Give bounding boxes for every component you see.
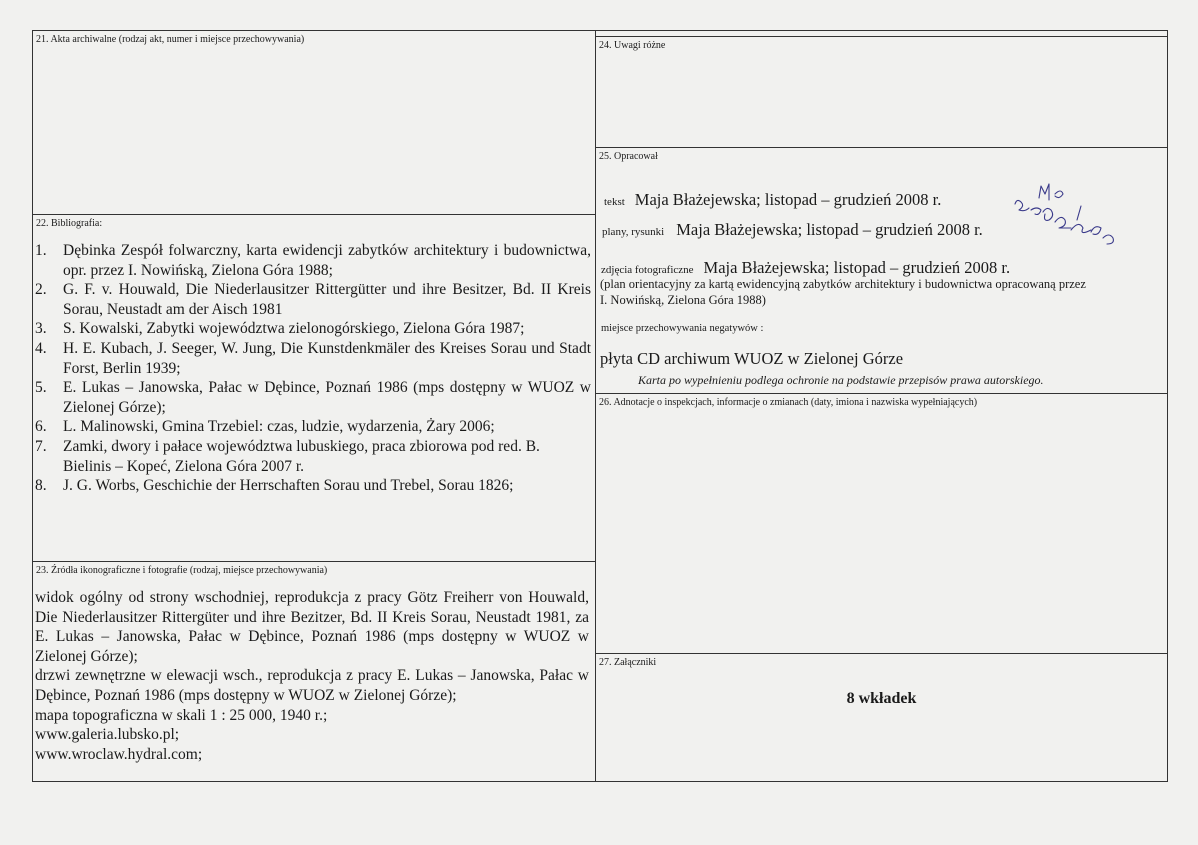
- section-23-header: 23. Źródła ikonograficzne i fotografie (rodzaj, miejsce przechowywania): [36, 565, 328, 576]
- bibliography-item: 5. E. Lukas – Janowska, Pałac w Dębince, Poznań 1986 (mps dostępny w WUOZ w Zielonej Górze);: [35, 379, 591, 416]
- photos-author-label: zdjęcia fotograficzne: [601, 264, 694, 276]
- bibliography-item: 6. L. Malinowski, Gmina Trzebiel: czas, ludzie, wydarzenia, Żary 2006;: [35, 418, 495, 436]
- source-line: www.wroclaw.hydral.com;: [35, 745, 203, 763]
- bibliography-list: [35, 241, 591, 496]
- section-26-header: 26. Adnotacje o inspekcjach, informacje o zmianach (daty, imiona i nazwiska wypełniających): [599, 397, 978, 408]
- section-24-remarks: [595, 36, 1168, 148]
- section-21-header: 21. Akta archiwalne (rodzaj akt, numer i miejsce przechowywania): [36, 34, 305, 45]
- section-24-header: 24. Uwagi różne: [599, 40, 666, 51]
- text-author-value: Maja Błażejewska; listopad – grudzień 2008 r.: [634, 190, 942, 209]
- section-23-iconographic-sources: [32, 561, 596, 782]
- drawings-author-label: plany, rysunki: [602, 226, 665, 238]
- source-paragraph: drzwi zewnętrzne w elewacji wsch., reprodukcja z pracy E. Lukas – Janowska, Pałac w Dębince, Poznań 1986 (mps dostępny w WUOZ w Zielonej Górze);: [35, 667, 589, 704]
- section-27-header: 27. Załączniki: [599, 657, 657, 668]
- bibliography-item: 7. Zamki, dwory i pałace województwa lubuskiego, praca zbiorowa pod red. B. Bielinis – Kopeć, Zielona Góra 2007 r.: [35, 437, 540, 475]
- text-author-label: tekst: [604, 196, 625, 208]
- section-25-header: 25. Opracował: [599, 151, 658, 162]
- bibliography-item: 8. J. G. Worbs, Geschichie der Herrschaften Sorau und Trebel, Sorau 1826;: [35, 477, 514, 495]
- source-line: www.galeria.lubsko.pl;: [35, 726, 180, 744]
- section-27-attachments: [595, 653, 1168, 782]
- text-author-row: [604, 190, 941, 210]
- source-line: mapa topograficzna w skali 1 : 25 000, 1940 r.;: [35, 706, 328, 724]
- photos-author-row: [601, 258, 1010, 278]
- handwritten-signature: [1005, 180, 1125, 270]
- bibliography-item: 2. G. F. v. Houwald, Die Niederlausitzer Rittergütter und ihre Besitzer, Bd. II Kreis Sorau, Neustadt am der Aisch 1981: [35, 281, 591, 318]
- section-26-inspection-notes: [595, 393, 1168, 654]
- bibliography-item: 1. Dębinka Zespół folwarczny, karta ewidencji zabytków architektury i budownictwa, opr. przez I. Nowińską, Zielona Góra 1988;: [35, 242, 591, 279]
- attachments-count: 8 wkładek: [846, 690, 917, 707]
- section-22-bibliography: [32, 214, 596, 562]
- iconographic-sources-text: [35, 588, 589, 764]
- negatives-storage-value: płyta CD archiwum WUOZ w Zielonej Górze: [600, 349, 904, 368]
- section-21-archival-records: [32, 30, 596, 215]
- photos-author-value: Maja Błażejewska; listopad – grudzień 2008 r.: [703, 258, 1011, 277]
- copyright-note: Karta po wypełnieniu podlega ochronie na podstawie przepisów prawa autorskiego.: [638, 373, 1044, 387]
- drawings-author-row: [602, 220, 983, 240]
- bibliography-item: 4. H. E. Kubach, J. Seeger, W. Jung, Die Kunstdenkmäler des Kreises Sorau und Stadt Forst, Berlin 1939;: [35, 339, 591, 377]
- bibliography-item: 3. S. Kowalski, Zabytki województwa zielonogórskiego, Zielona Góra 1987;: [35, 320, 525, 338]
- source-paragraph: widok ogólny od strony wschodniej, reprodukcja z pracy Götz Freiherr von Houwald, Die Niederlausitzer Rittergüter und ihre Bezitzer, Bd. II Kreis Sorau, Neustadt 1981, za E. Lukas – Janowska, Pałac w Dębince, Poznań 1986 (mps dostępny w WUOZ w Zielonej Górze);: [35, 589, 589, 665]
- section-22-header: 22. Bibliografia:: [36, 218, 103, 229]
- plan-note-line: I. Nowińską, Zielona Góra 1988): [600, 293, 766, 307]
- drawings-author-value: Maja Błażejewska; listopad – grudzień 2008 r.: [676, 220, 983, 239]
- negatives-storage-label: miejsce przechowywania negatywów :: [601, 323, 764, 334]
- plan-note-line: (plan orientacyjny za kartą ewidencyjną zabytków architektury i budownictwa opracowaną przez: [600, 277, 1086, 291]
